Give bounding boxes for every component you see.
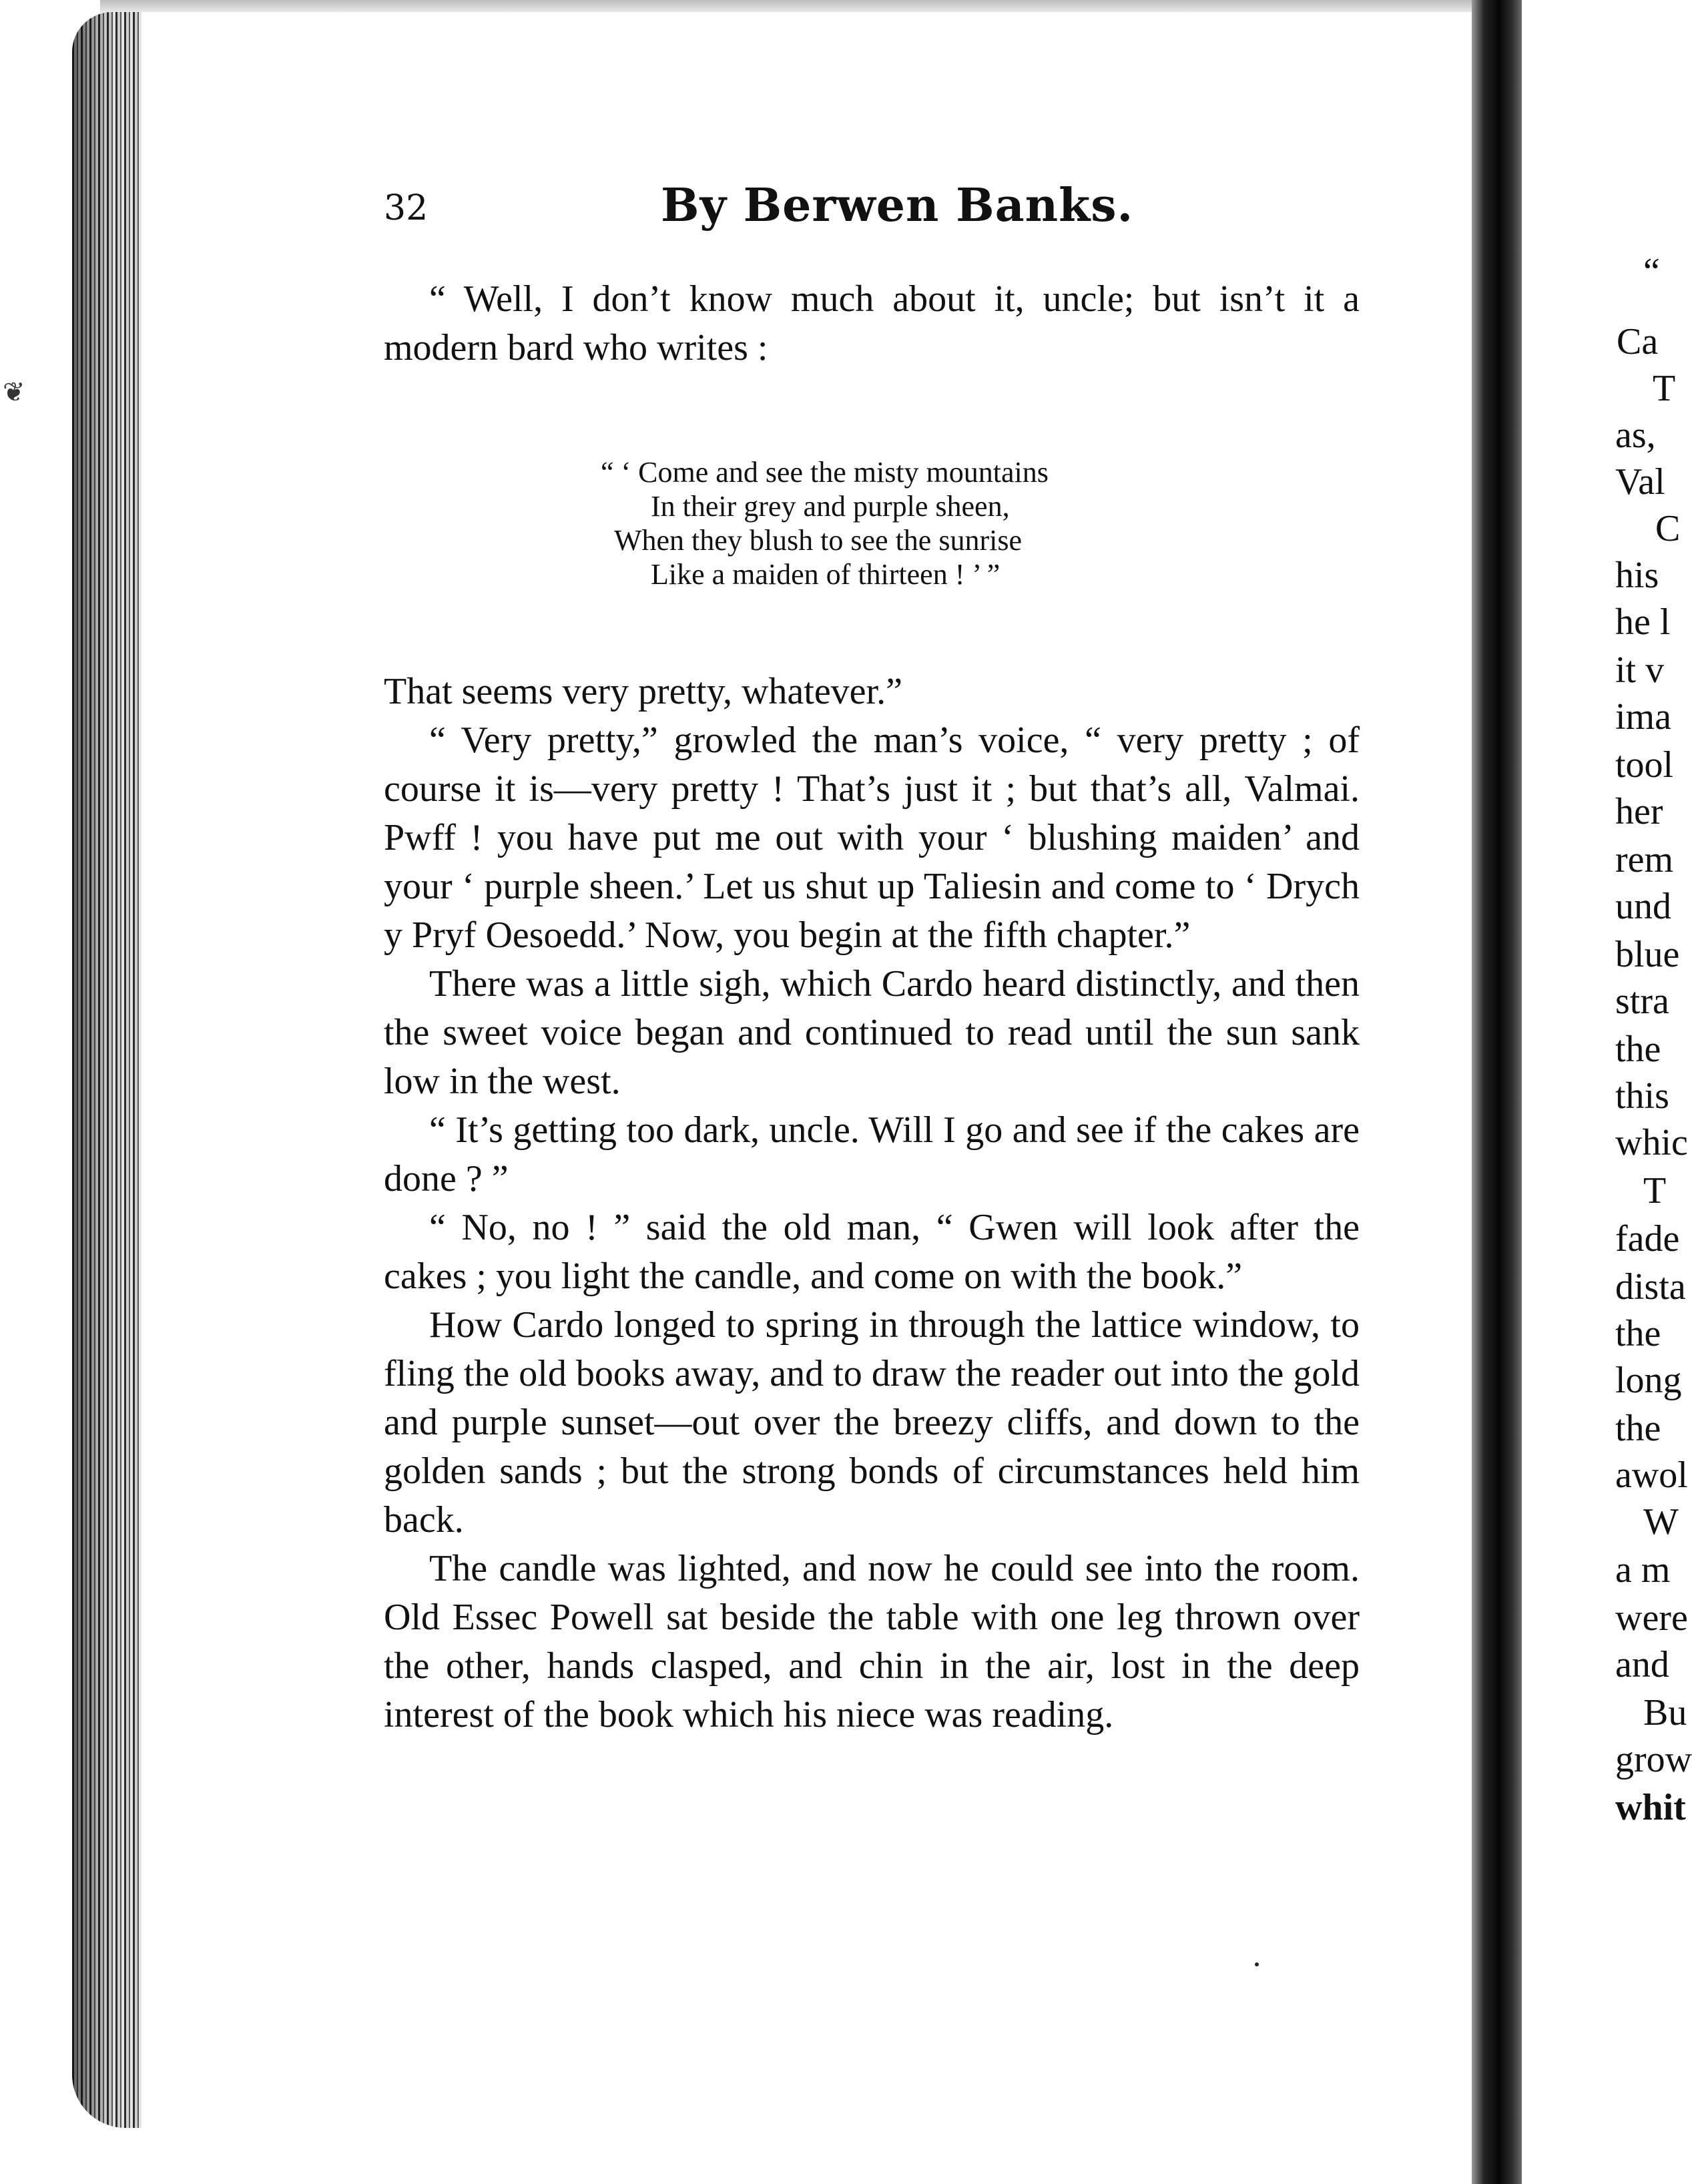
facing-page-fragment: and [1615, 1644, 1669, 1685]
facing-page-fragment: her [1615, 791, 1663, 832]
book-gutter [1472, 0, 1522, 2184]
running-title: By Berwen Banks. [661, 179, 1134, 232]
facing-page-fragment: were [1615, 1597, 1688, 1639]
poem-line: Like a maiden of thirteen ! ’ ” [651, 558, 1001, 591]
facing-page-fragment: blue [1615, 934, 1680, 975]
facing-page-fragment: the [1615, 1029, 1661, 1070]
paragraph: “ No, no ! ” said the old man, “ Gwen will look after the cakes ; you light the candle, and come on with the book.” [384, 1207, 1360, 1297]
facing-page-fragment: the [1615, 1313, 1661, 1354]
facing-page-fragment: Ca [1617, 321, 1659, 362]
facing-page-fragment: it v [1615, 649, 1665, 691]
fleuron-icon: ❦ [3, 377, 25, 408]
page-stack-shadow [72, 12, 143, 2128]
left-margin [0, 0, 73, 2184]
body-text [384, 667, 1360, 1739]
facing-page-fragment: dista [1615, 1266, 1686, 1308]
facing-page-fragment: whic [1615, 1122, 1688, 1163]
facing-page-fragment: Bu [1643, 1692, 1687, 1733]
facing-page-fragment: stra [1615, 981, 1669, 1022]
facing-page-fragment: Val [1615, 461, 1665, 503]
paragraph: “ It’s getting too dark, uncle. Will I go and see if the cakes are done ? ” [384, 1109, 1360, 1199]
paragraph: The candle was lighted, and now he could see into the room. Old Essec Powell sat beside the table with one leg thrown over the other, hands clasped, and chin in the air, lost in the deep interest of the book which his niece was reading. [384, 1548, 1360, 1735]
facing-page-fragment: fade [1615, 1218, 1680, 1260]
poem-line: “ ‘ Come and see the misty mountains [601, 456, 1049, 489]
ink-speck [1255, 1962, 1259, 1966]
facing-page-fragment: rem [1615, 839, 1674, 880]
poem-line: In their grey and purple sheen, [651, 490, 1010, 523]
facing-page-fragment: the [1615, 1408, 1661, 1449]
facing-page-fragment: his [1615, 555, 1659, 596]
facing-page [1522, 0, 1674, 2184]
facing-page-fragment: grow [1615, 1739, 1692, 1780]
page-number: 32 [384, 188, 429, 228]
paragraph: That seems very pretty, whatever.” [384, 671, 902, 712]
facing-page-fragment: a m [1615, 1549, 1671, 1591]
poem-line: When they blush to see the sunrise [614, 524, 1022, 557]
facing-page-fragment: awol [1615, 1454, 1688, 1496]
facing-page-fragment: W [1643, 1501, 1679, 1543]
facing-page-fragment: und [1615, 886, 1671, 927]
facing-page-fragment: he l [1615, 601, 1671, 643]
facing-page-fragment: T [1653, 368, 1676, 409]
paragraph: “ Very pretty,” growled the man’s voice, “ very pretty ; of course it is—very pretty ! That’s just it ; but that’s all, Valmai. Pwff ! you have put me out with your ‘ blushing maiden’ and your ‘ purple sheen.’ Let us shut up Taliesin and come to ‘ Drych y Pryf Oesoedd.’ Now, you begin at the fifth chapter.” [384, 720, 1360, 956]
facing-page-fragment: as, [1615, 415, 1656, 456]
facing-page-fragment: tool [1615, 744, 1674, 786]
facing-page-fragment: “ [1643, 251, 1660, 292]
paragraph: There was a little sigh, which Cardo heard distinctly, and then the sweet voice began and continued to read until the sun sank low in the west. [384, 963, 1360, 1102]
paragraph: How Cardo longed to spring in through the lattice window, to fling the old books away, and to draw the reader out into the gold and purple sunset—out over the breezy cliffs, and down to the golden sands ; but the strong bonds of circumstances held him back. [384, 1304, 1360, 1541]
opening-paragraph: “ Well, I don’t know much about it, uncle; but isn’t it a modern bard who writes : [384, 278, 1360, 368]
facing-page-fragment: long [1615, 1360, 1682, 1401]
facing-page-fragment: ima [1615, 696, 1671, 738]
poem-quotation [601, 455, 1201, 591]
facing-page-fragment: whit [1615, 1787, 1686, 1828]
facing-page-fragment: T [1643, 1170, 1667, 1211]
opening-paragraph-block [384, 275, 1360, 372]
facing-page-fragment: this [1615, 1075, 1669, 1117]
facing-page-fragment: C [1655, 508, 1681, 549]
